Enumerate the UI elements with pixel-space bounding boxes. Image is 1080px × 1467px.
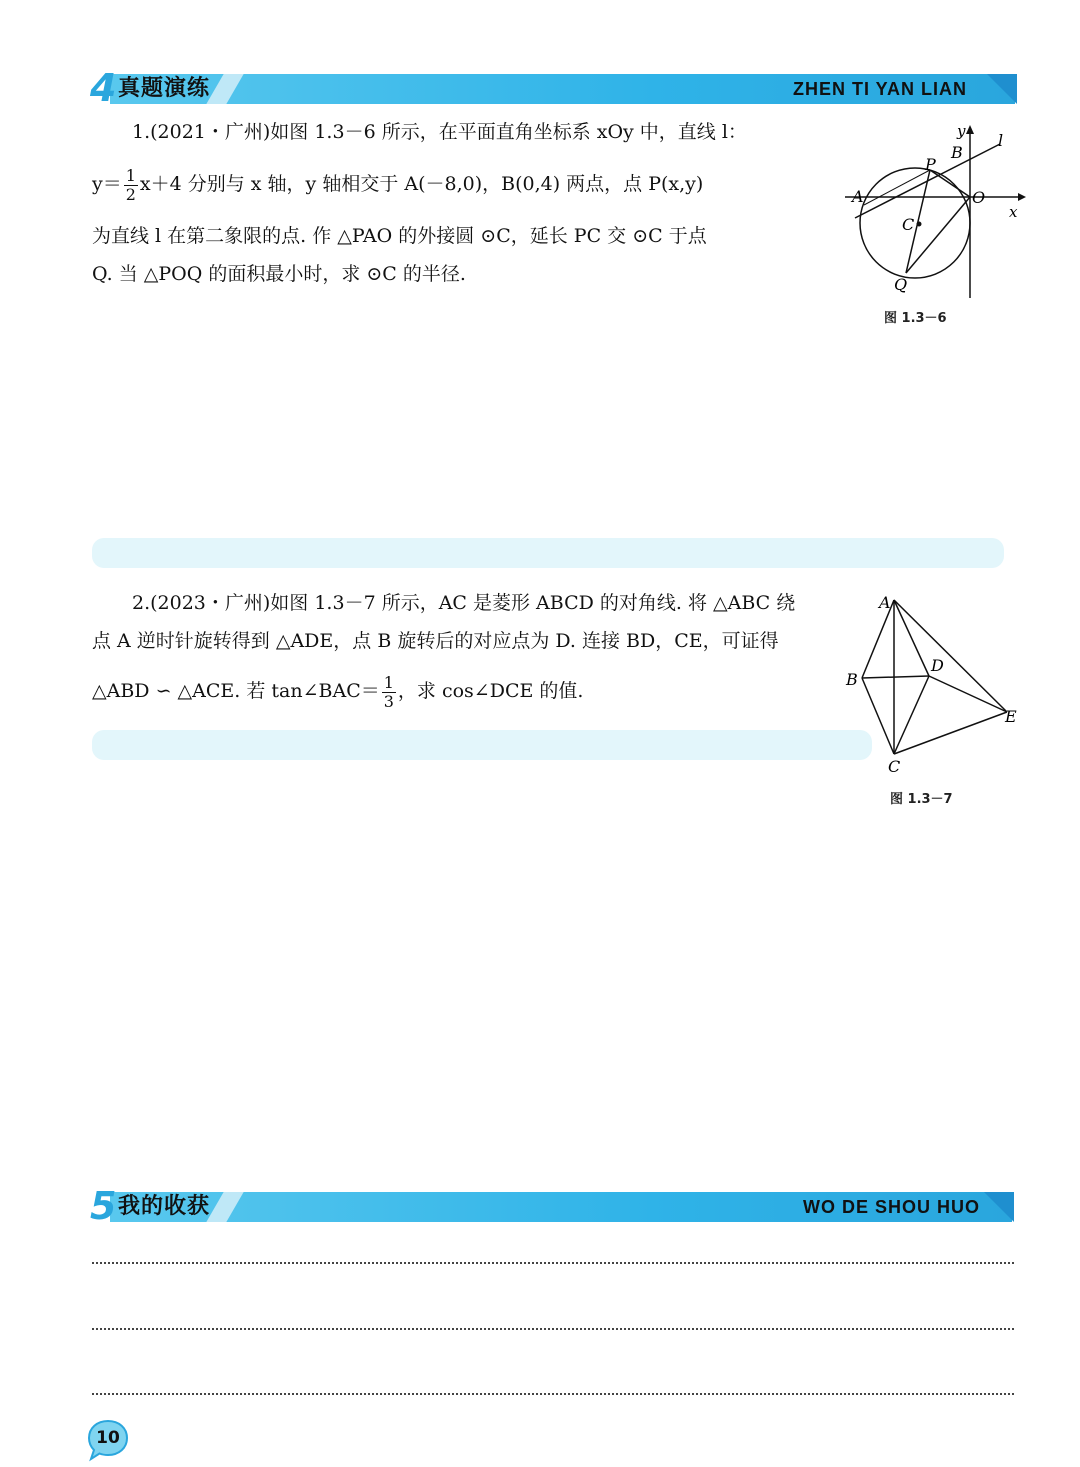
label-p: P: [925, 155, 936, 174]
header-corner: [984, 1192, 1014, 1222]
edge-ce: [894, 712, 1007, 754]
figure-1-3-7: [842, 592, 1024, 777]
section-header-5: [90, 1184, 1012, 1228]
answer-band-2: [92, 730, 872, 760]
fraction-third: [382, 674, 396, 711]
label-b: B: [951, 143, 963, 162]
page-number-badge: [88, 1420, 128, 1460]
equation-lhs: y＝: [92, 173, 122, 195]
problem-1-line-3: 为直线 l 在第二象限的点. 作 △PAO 的外接圆 ⊙C，延长 PC 交 ⊙C 于点: [92, 225, 707, 247]
label-x: x: [1009, 203, 1018, 221]
label-l: l: [998, 131, 1004, 150]
section-header-4: [90, 66, 1015, 110]
figure-1-3-6: [840, 120, 1030, 305]
fraction-half: [124, 167, 138, 204]
problem-2-line-3-end: ，求 cos∠DCE 的值.: [397, 680, 584, 702]
edge-bc: [862, 678, 894, 754]
section-number: 4: [90, 66, 117, 110]
label-c: C: [888, 757, 901, 776]
label-b: B: [846, 670, 858, 689]
edge-ae: [894, 600, 1007, 712]
fraction-numerator: 1: [383, 672, 394, 692]
writing-line-1[interactable]: [92, 1262, 1014, 1264]
fraction-denominator: 3: [383, 691, 394, 711]
section-title: 真题演练: [118, 76, 211, 101]
figure-1-caption: 图 1.3－6: [884, 311, 947, 326]
section-pinyin: ZHEN TI YAN LIAN: [792, 79, 967, 99]
page-number: 10: [96, 1428, 120, 1448]
problem-2-line-3-start: △ABD ∽ △ACE. 若 tan∠BAC＝: [92, 680, 380, 702]
problem-2: [92, 578, 852, 716]
edge-ad: [894, 600, 929, 676]
edge-de: [929, 676, 1007, 712]
writing-line-3[interactable]: [92, 1393, 1014, 1395]
point-c: [917, 222, 922, 227]
section-number: 5: [90, 1184, 117, 1228]
answer-band-1: [92, 538, 1004, 568]
label-q: Q: [894, 275, 908, 294]
section-title: 我的收获: [118, 1194, 211, 1219]
edge-bd: [862, 676, 929, 678]
figure-2-caption: 图 1.3－7: [890, 792, 953, 807]
label-a: A: [879, 593, 891, 612]
writing-line-2[interactable]: [92, 1328, 1014, 1330]
x-axis-arrow: [1018, 193, 1026, 201]
label-a: A: [852, 187, 864, 206]
fraction-denominator: 2: [125, 184, 136, 204]
label-d: D: [931, 656, 944, 675]
y-axis-arrow: [966, 125, 974, 134]
label-c: C: [902, 215, 915, 234]
problem-1-line-4: Q. 当 △POQ 的面积最小时，求 ⊙C 的半径.: [92, 263, 466, 285]
fraction-numerator: 1: [125, 165, 136, 185]
problem-2-line-2: 点 A 逆时针旋转得到 △ADE，点 B 旋转后的对应点为 D. 连接 BD，CE，可证得: [92, 630, 779, 652]
problem-2-line-1: 2.(2023・广州)如图 1.3－7 所示，AC 是菱形 ABCD 的对角线. 将 △ABC 绕: [132, 592, 796, 614]
label-y: y: [957, 122, 966, 140]
label-o: O: [972, 188, 986, 207]
header-corner: [987, 74, 1017, 104]
problem-1-line-2: [92, 158, 832, 210]
section-pinyin: WO DE SHOU HUO: [802, 1197, 980, 1217]
problem-1: [92, 106, 832, 300]
problem-2-line-3: [92, 666, 852, 716]
segment-po: [930, 170, 970, 197]
label-e: E: [1005, 707, 1017, 726]
problem-1-line-1: 1.(2021・广州)如图 1.3－6 所示，在平面直角坐标系 xOy 中，直线 l：: [132, 121, 747, 143]
equation-rest: x＋4 分别与 x 轴，y 轴相交于 A(－8,0)，B(0,4) 两点，点 P(x,y): [139, 173, 704, 195]
